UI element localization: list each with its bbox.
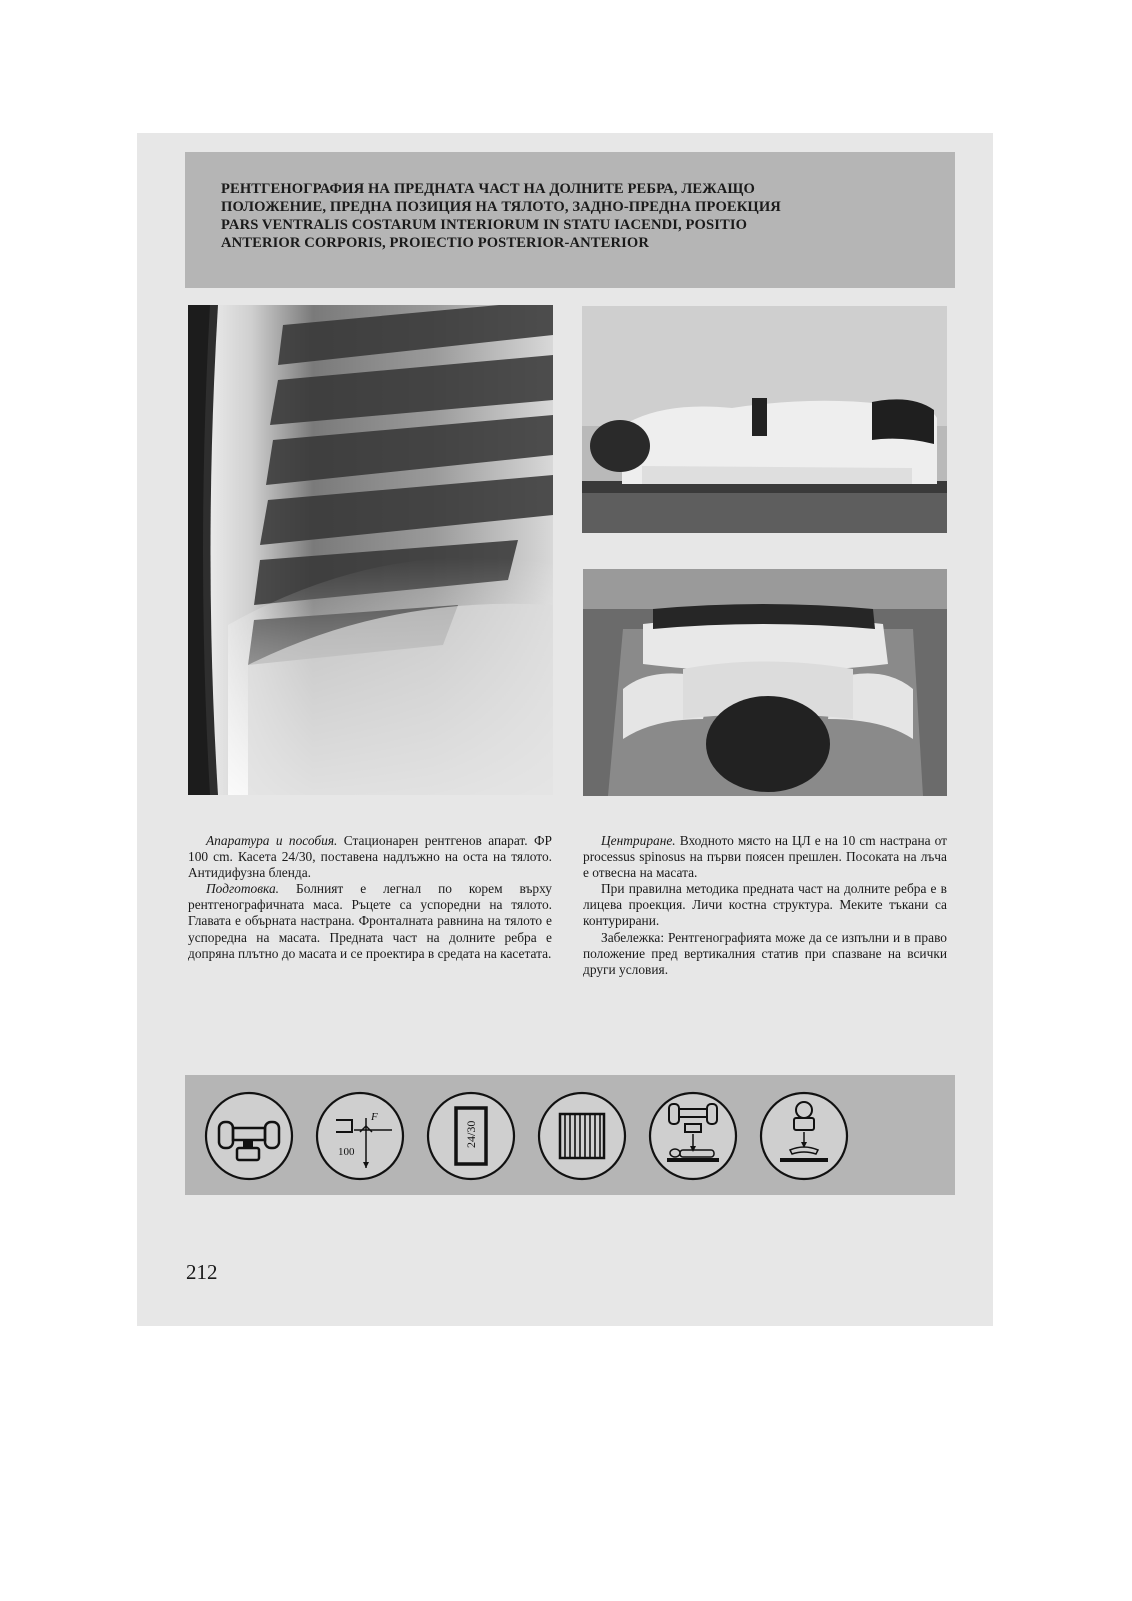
left-text-column xyxy=(188,833,552,962)
result-paragraph: При правилна методика предната част на долните ребра е в лицева проекция. Личи костна структура. Меките тъкани са контурирани. xyxy=(583,881,947,929)
page-number: 212 xyxy=(186,1260,218,1284)
preparation-paragraph xyxy=(188,881,552,961)
right-text-column xyxy=(583,833,947,978)
focal-distance-icon xyxy=(314,1090,406,1182)
vertical-beam-head-view-icon xyxy=(758,1090,850,1182)
centering-text: Входното място на ЦЛ е на 10 cm настрана от processus spinosus на първи поясен прешлен. Посоката на лъча е отвесна на масата. xyxy=(583,833,947,881)
cassette-size-label: 24/30 xyxy=(464,1120,478,1148)
stationary-xray-apparatus-icon xyxy=(203,1090,295,1182)
antiscatter-grid-icon xyxy=(536,1090,628,1182)
equipment-label: Апаратура и пособия. xyxy=(206,833,338,848)
cassette-size-icon xyxy=(425,1090,517,1182)
title-line: PARS VENTRALIS COSTARUM INTERIORUM IN STATU IACENDI, POSITIO xyxy=(221,217,748,233)
prone-patient-beam-icon xyxy=(647,1090,739,1182)
preparation-label: Подготовка. xyxy=(206,881,280,897)
title-line: ПОЛОЖЕНИЕ, ПРЕДНА ПОЗИЦИЯ НА ТЯЛОТО, ЗАДНО-ПРЕДНА ПРОЕКЦИЯ xyxy=(221,199,781,215)
focal-letter: F xyxy=(371,1111,378,1123)
title-box xyxy=(185,152,955,288)
distance-value: 100 xyxy=(338,1146,355,1158)
title-line: РЕНТГЕНОГРАФИЯ НА ПРЕДНАТА ЧАСТ НА ДОЛНИТЕ РЕБРА, ЛЕЖАЩО xyxy=(221,181,755,197)
book-page xyxy=(137,133,993,1326)
centering-paragraph xyxy=(583,833,947,881)
title-line: ANTERIOR CORPORIS, PROIECTIO POSTERIOR-ANTERIOR xyxy=(221,235,649,251)
equipment-paragraph xyxy=(188,833,552,881)
patient-side-photo xyxy=(582,306,947,533)
pictogram-band xyxy=(185,1075,955,1195)
preparation-text: Болният е легнал по корем върху рентгенографичната маса. Ръцете са успоредни на тялото. Главата е обърната настрана. Фронталната равнина на тялото е успоредна на масата. Предната част на долните ребра е допряна плътно до масата и се проектира в средата на касетата. xyxy=(188,881,552,961)
centering-label: Центриране. xyxy=(601,833,676,848)
xray-image xyxy=(188,305,553,795)
note-paragraph: Забележка: Рентгенографията може да се изпълни и в право положение пред вертикалния статив при спазване на всички други условия. xyxy=(583,929,947,977)
equipment-text: Стационарен рентгенов апарат. ФР 100 cm. Касета 24/30, поставена надлъжно на оста на тялото. Антидифузна бленда. xyxy=(188,833,552,881)
patient-head-view-photo xyxy=(583,569,947,796)
